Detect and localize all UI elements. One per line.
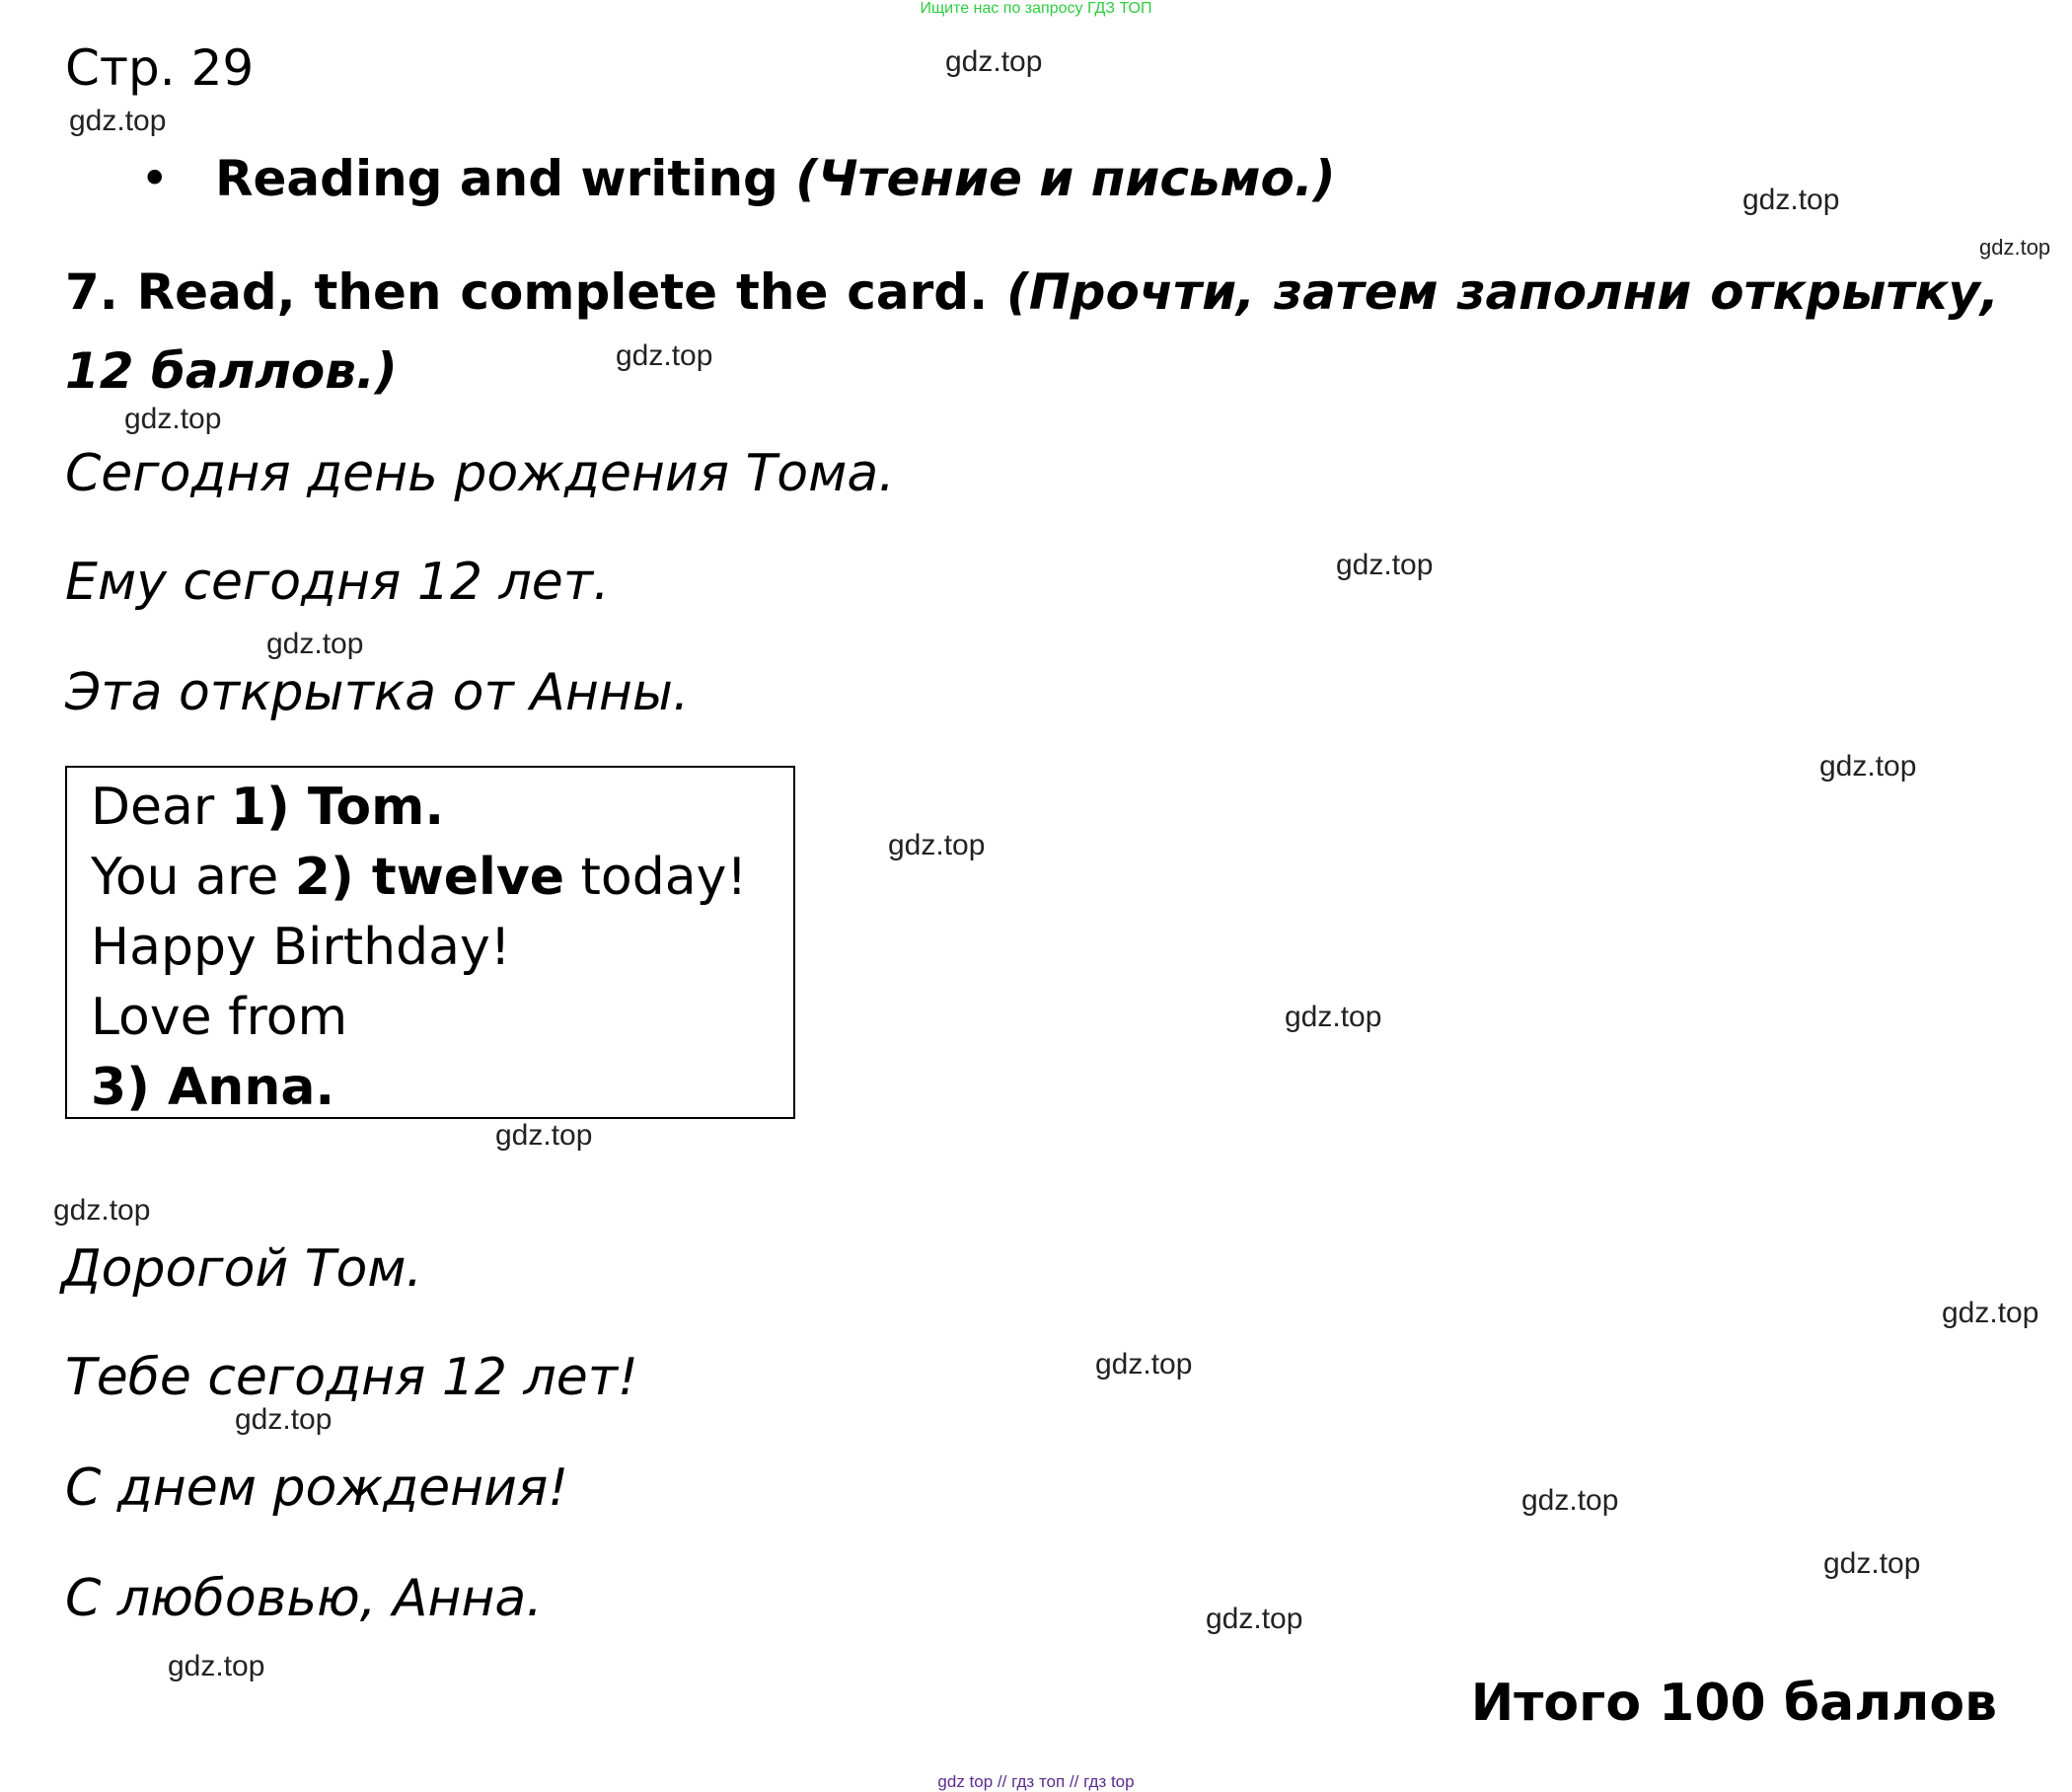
answer-1: 1) Tom. [230,778,445,837]
section-title [215,146,1336,211]
card-line-signature [91,1056,334,1119]
watermark: gdz.top [124,403,222,435]
task-text-ru: (Прочти, затем заполни открытку, 12 баллов.) [65,263,1999,400]
watermark: gdz.top [69,105,167,137]
answer-3: 3) Anna. [91,1058,335,1117]
answer-2: 2) twelve [294,848,564,907]
task-text-en: 7. Read, then complete the card. [65,263,989,321]
watermark: gdz.top [53,1194,151,1227]
translation-line: С днем рождения! [65,1458,569,1518]
watermark: gdz.top [266,628,364,660]
translation-line: Дорогой Том. [61,1239,423,1299]
watermark: gdz.top [168,1650,265,1682]
watermark: gdz.top [1206,1603,1303,1635]
section-title-en: Reading and writing [215,150,778,207]
card-line-love: Love from [91,988,348,1047]
page-title: Стр. 29 [65,39,255,97]
translation-line: Сегодня день рождения Тома. [65,444,895,503]
watermark: gdz.top [1285,1001,1382,1033]
watermark: gdz.top [1336,549,1434,581]
watermark: gdz.top [888,829,986,861]
task-instruction [65,253,1999,411]
watermark: gdz.top [235,1403,333,1436]
card-line-age: You are 2) twelve today! [91,848,748,907]
watermark: gdz.top [1823,1547,1921,1580]
top-banner: Ищите нас по запросу ГДЗ ТОП [920,0,1152,17]
bullet-icon: • [140,150,170,207]
section-title-ru: (Чтение и письмо.) [795,150,1336,207]
translation-line: Тебе сегодня 12 лет! [65,1348,638,1407]
watermark: gdz.top [1819,750,1917,783]
birthday-card [65,766,795,1119]
total-score: Итого 100 баллов [1470,1674,1997,1733]
translation-line: Ему сегодня 12 лет. [65,553,610,612]
watermark: gdz.top [1095,1348,1193,1381]
watermark: gdz.top [1942,1297,2039,1329]
card-line-greeting: Happy Birthday! [91,918,511,977]
watermark: gdz.top [616,339,713,372]
watermark: gdz.top [945,45,1043,78]
card-line-dear: Dear 1) Tom. [91,778,445,837]
watermark: gdz.top [1521,1484,1619,1517]
watermark: gdz.top [495,1119,593,1152]
translation-line: Эта открытка от Анны. [65,663,690,722]
watermark: gdz.top [1742,184,1840,216]
footer-links: gdz top // гдз топ // гдз top [937,1772,1135,1791]
watermark: gdz.top [1979,235,2051,260]
translation-line: С любовью, Анна. [65,1569,543,1628]
